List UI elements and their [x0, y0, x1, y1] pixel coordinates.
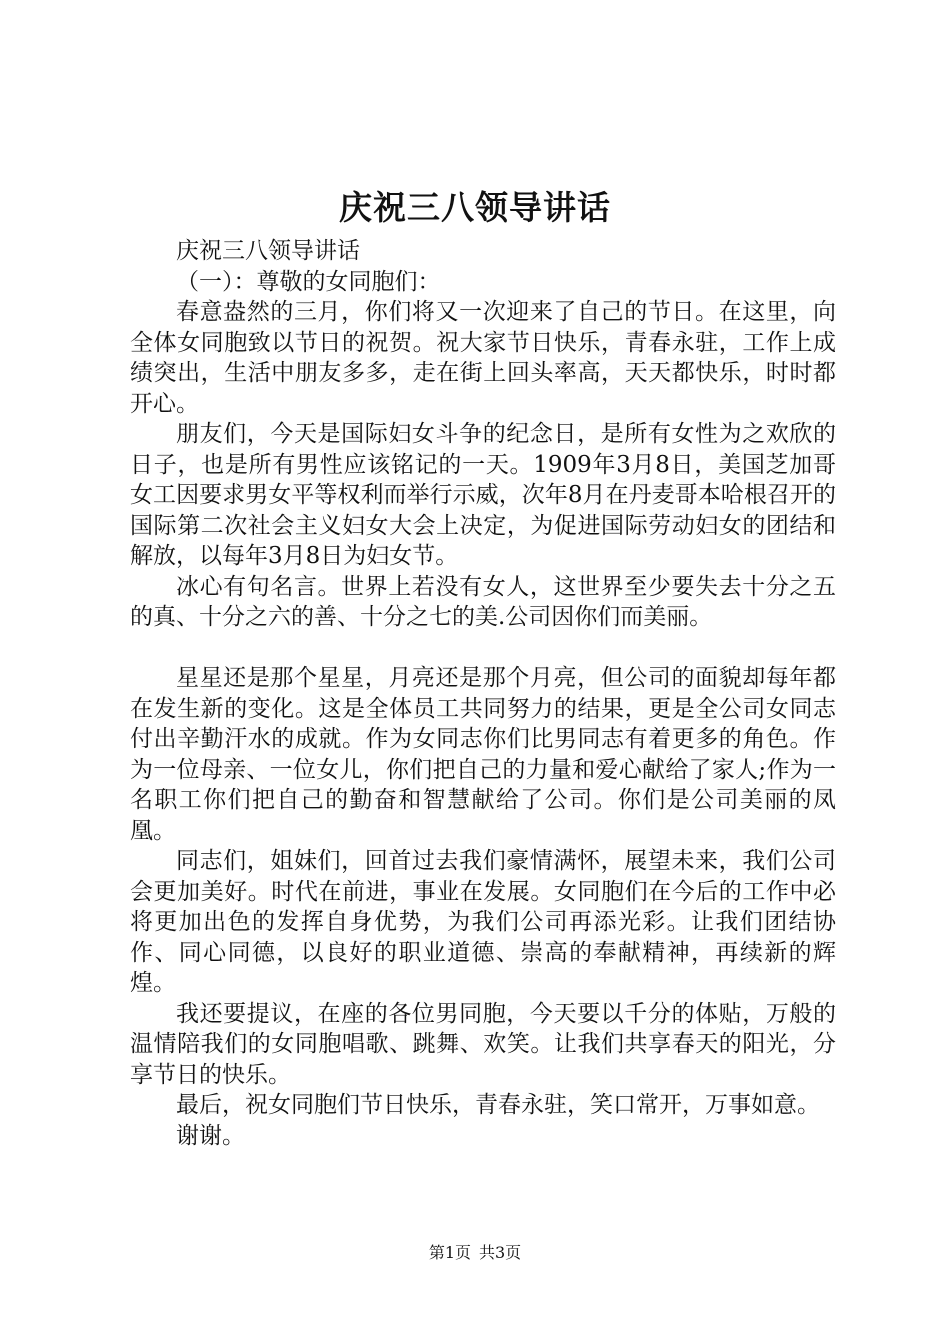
- document-body: [130, 236, 836, 1151]
- paragraph-quote: 冰心有句名言。世界上若没有女人，这世界至少要失去十分之五的真、十分之六的善、十分之七的美.公司因你们而美丽。: [130, 573, 836, 630]
- page-footer: [0, 1241, 950, 1265]
- page-total: 共3页: [479, 1243, 522, 1262]
- paragraph-heading: 庆祝三八领导讲话: [176, 238, 360, 264]
- paragraph-greeting: 春意盎然的三月，你们将又一次迎来了自己的节日。在这里，向全体女同胞致以节日的祝贺。祝大家节日快乐，青春永驻，工作上成绩突出，生活中朋友多多，走在街上回头率高，天天都快乐，时时都开心。: [130, 299, 836, 417]
- paragraph-company: 星星还是那个星星，月亮还是那个月亮，但公司的面貌却每年都在发生新的变化。这是全体员工共同努力的结果，更是全公司女同志付出辛勤汗水的成就。作为女同志你们比男同志有着更多的角色。作为一位母亲、一位女儿，你们把自己的力量和爱心献给了家人;作为一名职工你们把自己的勤奋和智慧献给了公司。你们是公司美丽的凤凰。: [130, 665, 836, 844]
- page-number: 第1页: [428, 1243, 471, 1262]
- paragraph-salutation: （一）：尊敬的女同胞们：: [176, 268, 441, 295]
- paragraph-wishes: 最后，祝女同胞们节日快乐，青春永驻，笑口常开，万事如意。: [176, 1092, 820, 1118]
- paragraph-proposal: 我还要提议，在座的各位男同胞，今天要以千分的体贴，万般的温情陪我们的女同胞唱歌、跳舞、欢笑。让我们共享春天的阳光，分享节日的快乐。: [130, 1000, 836, 1088]
- document-title: 庆祝三八领导讲话: [339, 188, 611, 227]
- paragraph-future: 同志们，姐妹们，回首过去我们豪情满怀，展望未来，我们公司会更加美好。时代在前进，事业在发展。女同胞们在今后的工作中必将更加出色的发挥自身优势，为我们公司再添光彩。让我们团结协作、同心同德，以良好的职业道德、崇高的奉献精神，再续新的辉煌。: [130, 848, 836, 996]
- paragraph-thanks: 谢谢。: [176, 1122, 245, 1149]
- paragraph-history: 朋友们，今天是国际妇女斗争的纪念日，是所有女性为之欢欣的日子，也是所有男性应该铭记的一天。1909年3月8日，美国芝加哥女工因要求男女平等权利而举行示威，次年8月在丹麦哥本哈根召开的国际第二次社会主义妇女大会上决定，为促进国际劳动妇女的团结和解放，以每年3月8日为妇女节。: [130, 421, 836, 569]
